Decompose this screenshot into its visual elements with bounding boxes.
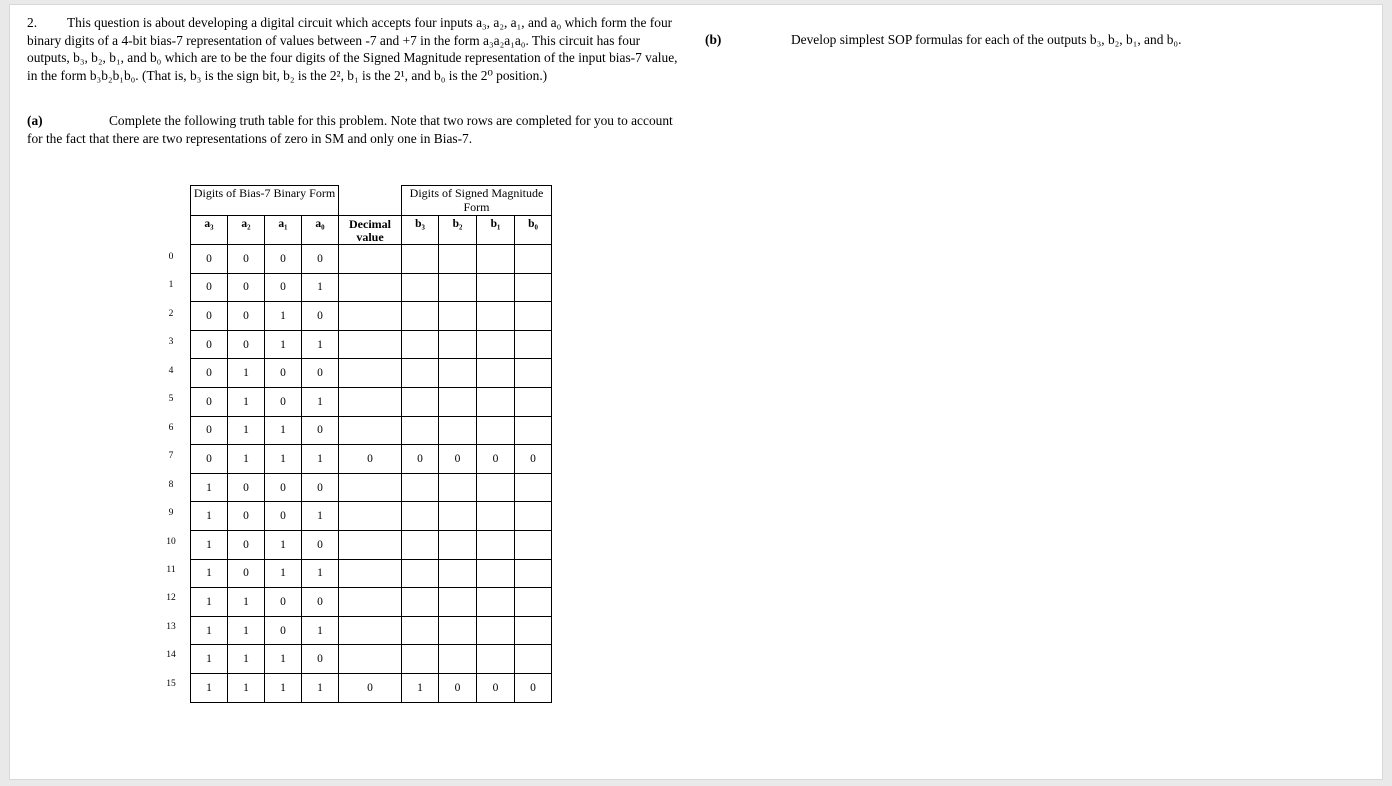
row-index: 3 <box>168 337 174 348</box>
cell-b3 <box>402 616 439 645</box>
cell-b3: 0 <box>402 445 439 474</box>
cell-a2: 0 <box>228 302 265 331</box>
row-index: 1 <box>168 280 174 291</box>
cell-a0: 1 <box>302 330 339 359</box>
table-row <box>191 645 552 674</box>
table-row <box>191 330 552 359</box>
cell-b0 <box>515 273 552 302</box>
cell-b1 <box>477 302 515 331</box>
cell-a3: 0 <box>191 445 228 474</box>
cell-b1 <box>477 588 515 617</box>
row-index: 15 <box>166 678 176 689</box>
cell-a0: 1 <box>302 616 339 645</box>
cell-b0 <box>515 645 552 674</box>
table-row <box>191 502 552 531</box>
cell-a3: 1 <box>191 559 228 588</box>
part-b-label: (b) <box>705 32 722 47</box>
cell-b0 <box>515 530 552 559</box>
cell-a3: 1 <box>191 588 228 617</box>
cell-a1: 0 <box>265 616 302 645</box>
cell-b1 <box>477 387 515 416</box>
header-b2: b₂ <box>439 216 477 245</box>
cell-a1: 1 <box>265 330 302 359</box>
cell-a3: 1 <box>191 530 228 559</box>
cell-b2 <box>439 588 477 617</box>
cell-a0: 0 <box>302 359 339 388</box>
cell-b1 <box>477 359 515 388</box>
cell-b3 <box>402 588 439 617</box>
cell-b0 <box>515 330 552 359</box>
cell-a1: 1 <box>265 645 302 674</box>
cell-a1: 0 <box>265 502 302 531</box>
cell-decimal-value <box>339 473 402 502</box>
cell-b3 <box>402 302 439 331</box>
cell-b0 <box>515 502 552 531</box>
cell-a3: 0 <box>191 416 228 445</box>
table-row <box>191 416 552 445</box>
cell-a1: 1 <box>265 673 302 702</box>
table-row <box>191 359 552 388</box>
header-b1: b₁ <box>477 216 515 245</box>
cell-b2 <box>439 273 477 302</box>
cell-a1: 0 <box>265 387 302 416</box>
cell-b3 <box>402 416 439 445</box>
cell-b1 <box>477 645 515 674</box>
table-row <box>191 530 552 559</box>
row-index: 11 <box>166 564 176 575</box>
row-index: 8 <box>168 479 174 490</box>
cell-a2: 1 <box>228 673 265 702</box>
part-a-text: Complete the following truth table for this problem. Note that two rows are completed for you to account for the fact that there are two representations of zero in SM and only one in Bias-7. <box>27 113 673 146</box>
cell-decimal-value <box>339 416 402 445</box>
cell-a1: 1 <box>265 559 302 588</box>
row-index: 13 <box>166 621 176 632</box>
row-index: 12 <box>166 593 176 604</box>
table-row <box>191 588 552 617</box>
cell-a1: 0 <box>265 245 302 274</box>
cell-a1: 1 <box>265 302 302 331</box>
cell-b0: 0 <box>515 445 552 474</box>
cell-a0: 1 <box>302 673 339 702</box>
cell-a2: 0 <box>228 502 265 531</box>
group-header-signed-magnitude: Digits of Signed Magnitude Form <box>402 186 552 216</box>
cell-a0: 0 <box>302 416 339 445</box>
cell-decimal-value <box>339 273 402 302</box>
cell-b0: 0 <box>515 673 552 702</box>
cell-a3: 1 <box>191 616 228 645</box>
cell-decimal-value <box>339 588 402 617</box>
cell-b1 <box>477 502 515 531</box>
cell-decimal-value <box>339 616 402 645</box>
cell-b0 <box>515 416 552 445</box>
cell-b1 <box>477 616 515 645</box>
cell-a3: 0 <box>191 245 228 274</box>
cell-b0 <box>515 359 552 388</box>
cell-a3: 0 <box>191 330 228 359</box>
cell-b1 <box>477 330 515 359</box>
cell-decimal-value <box>339 530 402 559</box>
row-index: 10 <box>166 536 176 547</box>
row-index: 4 <box>168 365 174 376</box>
cell-b1 <box>477 530 515 559</box>
cell-a2: 0 <box>228 273 265 302</box>
part-a-label: (a) <box>27 113 43 128</box>
cell-a3: 0 <box>191 273 228 302</box>
cell-b0 <box>515 616 552 645</box>
cell-b2: 0 <box>439 445 477 474</box>
cell-a1: 0 <box>265 359 302 388</box>
cell-a0: 0 <box>302 530 339 559</box>
cell-a1: 0 <box>265 273 302 302</box>
cell-b3: 1 <box>402 673 439 702</box>
cell-decimal-value <box>339 502 402 531</box>
cell-b3 <box>402 387 439 416</box>
cell-b1 <box>477 473 515 502</box>
cell-a1: 1 <box>265 530 302 559</box>
cell-a3: 1 <box>191 673 228 702</box>
cell-b2 <box>439 473 477 502</box>
cell-b1 <box>477 559 515 588</box>
cell-a2: 0 <box>228 245 265 274</box>
cell-b1 <box>477 273 515 302</box>
cell-b0 <box>515 559 552 588</box>
cell-b2 <box>439 416 477 445</box>
cell-b3 <box>402 473 439 502</box>
cell-a0: 1 <box>302 502 339 531</box>
cell-decimal-value <box>339 359 402 388</box>
cell-b0 <box>515 588 552 617</box>
cell-decimal-value: 0 <box>339 673 402 702</box>
table-row <box>191 473 552 502</box>
header-a3: a₃ <box>191 216 228 245</box>
cell-b2: 0 <box>439 673 477 702</box>
document-page <box>9 4 1383 780</box>
cell-b2 <box>439 559 477 588</box>
cell-b3 <box>402 645 439 674</box>
header-b3: b₃ <box>402 216 439 245</box>
table-row <box>191 445 552 474</box>
cell-decimal-value <box>339 245 402 274</box>
cell-b3 <box>402 559 439 588</box>
part-b-text: Develop simplest SOP formulas for each of the outputs b₃, b₂, b₁, and b₀. <box>791 32 1182 47</box>
row-index: 2 <box>168 308 174 319</box>
cell-a2: 1 <box>228 359 265 388</box>
cell-b2 <box>439 530 477 559</box>
cell-a2: 1 <box>228 645 265 674</box>
cell-b3 <box>402 273 439 302</box>
table-row <box>191 245 552 274</box>
cell-a0: 1 <box>302 445 339 474</box>
cell-a2: 0 <box>228 473 265 502</box>
cell-decimal-value <box>339 387 402 416</box>
cell-b3 <box>402 245 439 274</box>
cell-a3: 1 <box>191 502 228 531</box>
cell-b2 <box>439 616 477 645</box>
cell-a2: 1 <box>228 416 265 445</box>
row-index: 6 <box>168 422 174 433</box>
cell-a0: 1 <box>302 273 339 302</box>
cell-b2 <box>439 359 477 388</box>
cell-b1: 0 <box>477 445 515 474</box>
cell-b3 <box>402 330 439 359</box>
cell-a3: 1 <box>191 473 228 502</box>
cell-b0 <box>515 245 552 274</box>
cell-a0: 0 <box>302 245 339 274</box>
question-text: This question is about developing a digital circuit which accepts four inputs a₃, a₂, a₁, and a₀ which form the four binary digits of a 4-bit bias-7 representation of values between -7 and +7 in the form a₃a₂a₁a₀. This circuit has four outputs, b₃, b₂, b₁, and b₀ which are to be the four digits of the Signed Magnitude representation of the input bias-7 value, in the form b₃b₂b₁b₀. (That is, b₃ is the sign bit, b₂ is the 2², b₁ is the 2¹, and b₀ is the 2⁰ position.) <box>27 15 678 83</box>
table-row <box>191 673 552 702</box>
row-index: 14 <box>166 650 176 661</box>
cell-a2: 1 <box>228 445 265 474</box>
part-a <box>27 112 679 147</box>
cell-b2 <box>439 330 477 359</box>
header-a1: a₁ <box>265 216 302 245</box>
group-header-bias7: Digits of Bias-7 Binary Form <box>191 186 339 216</box>
cell-b0 <box>515 473 552 502</box>
table-row <box>191 559 552 588</box>
cell-a0: 0 <box>302 473 339 502</box>
cell-b1 <box>477 416 515 445</box>
cell-a0: 0 <box>302 302 339 331</box>
cell-a2: 1 <box>228 387 265 416</box>
cell-b2 <box>439 302 477 331</box>
cell-b3 <box>402 530 439 559</box>
table-row <box>191 273 552 302</box>
cell-a1: 1 <box>265 416 302 445</box>
cell-a1: 1 <box>265 445 302 474</box>
row-index: 0 <box>168 252 174 262</box>
cell-b3 <box>402 359 439 388</box>
cell-a0: 0 <box>302 588 339 617</box>
header-a2: a₂ <box>228 216 265 245</box>
cell-decimal-value <box>339 645 402 674</box>
cell-decimal-value <box>339 559 402 588</box>
table-row <box>191 616 552 645</box>
cell-a0: 0 <box>302 645 339 674</box>
cell-a2: 1 <box>228 588 265 617</box>
cell-b0 <box>515 387 552 416</box>
cell-b2 <box>439 502 477 531</box>
row-index: 5 <box>168 394 174 405</box>
cell-b1: 0 <box>477 673 515 702</box>
cell-b2 <box>439 387 477 416</box>
truth-table <box>190 185 552 703</box>
header-decimal-value: Decimal value <box>339 216 402 245</box>
cell-decimal-value <box>339 330 402 359</box>
question-2 <box>27 14 679 84</box>
table-row <box>191 302 552 331</box>
cell-a0: 1 <box>302 387 339 416</box>
cell-a3: 0 <box>191 359 228 388</box>
cell-a0: 1 <box>302 559 339 588</box>
header-a0: a₀ <box>302 216 339 245</box>
cell-a3: 0 <box>191 387 228 416</box>
cell-b1 <box>477 245 515 274</box>
cell-a2: 0 <box>228 330 265 359</box>
table-row <box>191 387 552 416</box>
cell-a1: 0 <box>265 588 302 617</box>
cell-decimal-value: 0 <box>339 445 402 474</box>
header-b0: b₀ <box>515 216 552 245</box>
cell-b2 <box>439 245 477 274</box>
row-index: 7 <box>168 451 174 462</box>
cell-a2: 0 <box>228 530 265 559</box>
question-number: 2. <box>27 15 38 30</box>
row-index: 9 <box>168 508 174 519</box>
cell-decimal-value <box>339 302 402 331</box>
cell-b2 <box>439 645 477 674</box>
cell-a3: 1 <box>191 645 228 674</box>
cell-a2: 1 <box>228 616 265 645</box>
cell-a1: 0 <box>265 473 302 502</box>
cell-a3: 0 <box>191 302 228 331</box>
cell-b3 <box>402 502 439 531</box>
cell-b0 <box>515 302 552 331</box>
cell-a2: 0 <box>228 559 265 588</box>
